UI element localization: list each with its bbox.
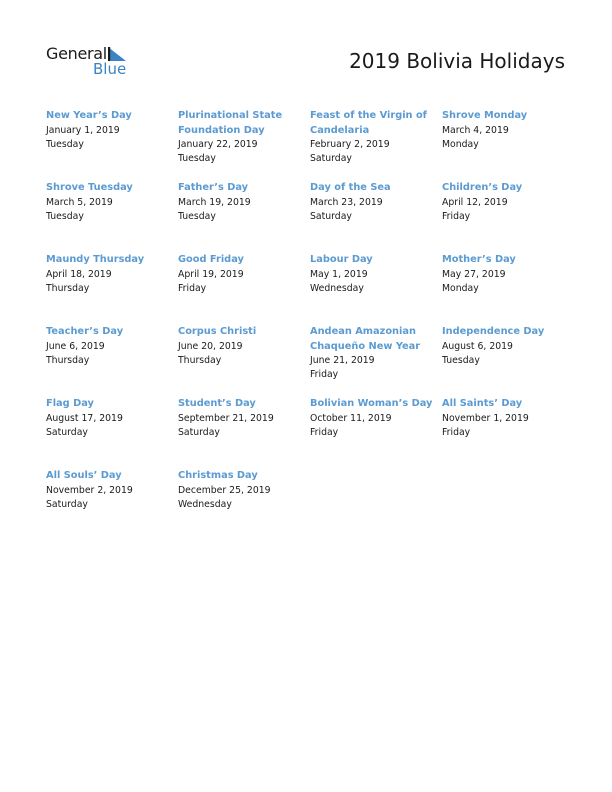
- holiday-date: April 18, 2019: [46, 268, 112, 280]
- holiday-name: Mother’s Day: [442, 254, 516, 265]
- holiday-name: New Year’s Day: [46, 110, 132, 121]
- holiday-date: June 6, 2019: [46, 340, 105, 352]
- holiday-date: December 25, 2019: [178, 484, 271, 496]
- holiday-date: January 22, 2019: [178, 139, 258, 150]
- holiday-name: Children’s Day: [442, 182, 523, 193]
- holiday-entry: [442, 109, 576, 181]
- holiday-entry: [178, 469, 310, 541]
- holiday-date: March 23, 2019: [310, 196, 383, 208]
- holiday-weekday: Tuesday: [46, 210, 84, 222]
- holiday-entry: [442, 397, 576, 469]
- holiday-entry: [178, 181, 310, 253]
- holiday-name: Father’s Day: [178, 182, 249, 193]
- holiday-entry: [46, 253, 178, 325]
- holiday-date: May 1, 2019: [310, 268, 368, 280]
- holiday-date: August 17, 2019: [46, 412, 123, 424]
- holiday-weekday: Friday: [442, 426, 471, 438]
- holiday-name: Shrove Tuesday: [46, 182, 133, 193]
- holiday-date: May 27, 2019: [442, 268, 506, 280]
- holiday-name: Corpus Christi: [178, 326, 257, 337]
- page-title: 2019 Bolivia Holidays: [349, 49, 565, 73]
- holiday-date: November 1, 2019: [442, 412, 529, 424]
- holiday-name: Teacher’s Day: [46, 326, 124, 337]
- holiday-name: Student’s Day: [178, 398, 256, 409]
- holiday-weekday: Saturday: [310, 210, 352, 222]
- holiday-weekday: Tuesday: [442, 354, 480, 366]
- holiday-weekday: Saturday: [46, 426, 88, 438]
- holiday-date: June 20, 2019: [178, 340, 243, 352]
- holiday-entry: [310, 181, 442, 253]
- holiday-weekday: Tuesday: [178, 210, 216, 222]
- holiday-weekday: Saturday: [310, 153, 352, 164]
- holiday-grid: [46, 109, 576, 541]
- holiday-entry: [310, 397, 442, 469]
- holiday-date: April 12, 2019: [442, 196, 508, 208]
- holiday-name: All Saints’ Day: [442, 398, 523, 409]
- holiday-entry: [46, 397, 178, 469]
- holiday-weekday: Saturday: [178, 426, 220, 438]
- holiday-weekday: Saturday: [46, 498, 88, 510]
- holiday-entry: [178, 253, 310, 325]
- holiday-entry: [442, 253, 576, 325]
- holiday-name: Andean Amazonian Chaqueño New Year: [310, 326, 421, 352]
- holiday-date: February 2, 2019: [310, 139, 390, 150]
- holiday-entry: [310, 109, 442, 181]
- holiday-entry: [310, 325, 442, 397]
- holiday-weekday: Friday: [310, 426, 339, 438]
- holiday-weekday: Thursday: [46, 282, 90, 294]
- holiday-entry: [46, 109, 178, 181]
- holiday-date: April 19, 2019: [178, 268, 244, 280]
- holiday-entry: [46, 325, 178, 397]
- holiday-name: Labour Day: [310, 254, 373, 265]
- holiday-entry: [442, 325, 576, 397]
- holiday-entry: [178, 325, 310, 397]
- logo: [46, 44, 130, 80]
- holiday-name: Good Friday: [178, 254, 244, 265]
- holiday-weekday: Wednesday: [178, 498, 232, 510]
- holiday-date: September 21, 2019: [178, 412, 274, 424]
- holiday-name: Christmas Day: [178, 470, 258, 481]
- holiday-name: Flag Day: [46, 398, 94, 409]
- holiday-name: Independence Day: [442, 326, 545, 337]
- holiday-entry: [46, 469, 178, 541]
- holiday-name: Feast of the Virgin of Candelaria: [310, 110, 427, 136]
- logo-word-general: General: [46, 44, 107, 63]
- holiday-name: Bolivian Woman’s Day: [310, 398, 433, 409]
- holiday-date: March 5, 2019: [46, 196, 113, 208]
- holiday-date: June 21, 2019: [310, 355, 375, 366]
- holiday-weekday: Thursday: [178, 354, 222, 366]
- holiday-entry: [178, 109, 310, 181]
- holiday-entry: [310, 253, 442, 325]
- holiday-date: March 4, 2019: [442, 124, 509, 136]
- holiday-name: Plurinational State Foundation Day: [178, 110, 283, 136]
- holiday-weekday: Monday: [442, 282, 479, 294]
- holiday-entry: [46, 181, 178, 253]
- holiday-date: October 11, 2019: [310, 412, 392, 424]
- holiday-date: March 19, 2019: [178, 196, 251, 208]
- holiday-weekday: Tuesday: [46, 138, 84, 150]
- holiday-weekday: Thursday: [46, 354, 90, 366]
- holiday-name: Shrove Monday: [442, 110, 528, 121]
- holiday-weekday: Friday: [442, 210, 471, 222]
- holiday-date: January 1, 2019: [46, 124, 120, 136]
- holiday-entry: [178, 397, 310, 469]
- holiday-name: Maundy Thursday: [46, 254, 145, 265]
- holiday-date: August 6, 2019: [442, 340, 513, 352]
- holiday-name: All Souls’ Day: [46, 470, 122, 481]
- holiday-name: Day of the Sea: [310, 182, 391, 193]
- holiday-weekday: Friday: [310, 369, 339, 380]
- holiday-weekday: Friday: [178, 282, 207, 294]
- holiday-date: November 2, 2019: [46, 484, 133, 496]
- holiday-weekday: Monday: [442, 138, 479, 150]
- holiday-weekday: Tuesday: [178, 153, 216, 164]
- logo-word-blue: Blue: [93, 60, 127, 78]
- holiday-weekday: Wednesday: [310, 282, 364, 294]
- holiday-entry: [442, 181, 576, 253]
